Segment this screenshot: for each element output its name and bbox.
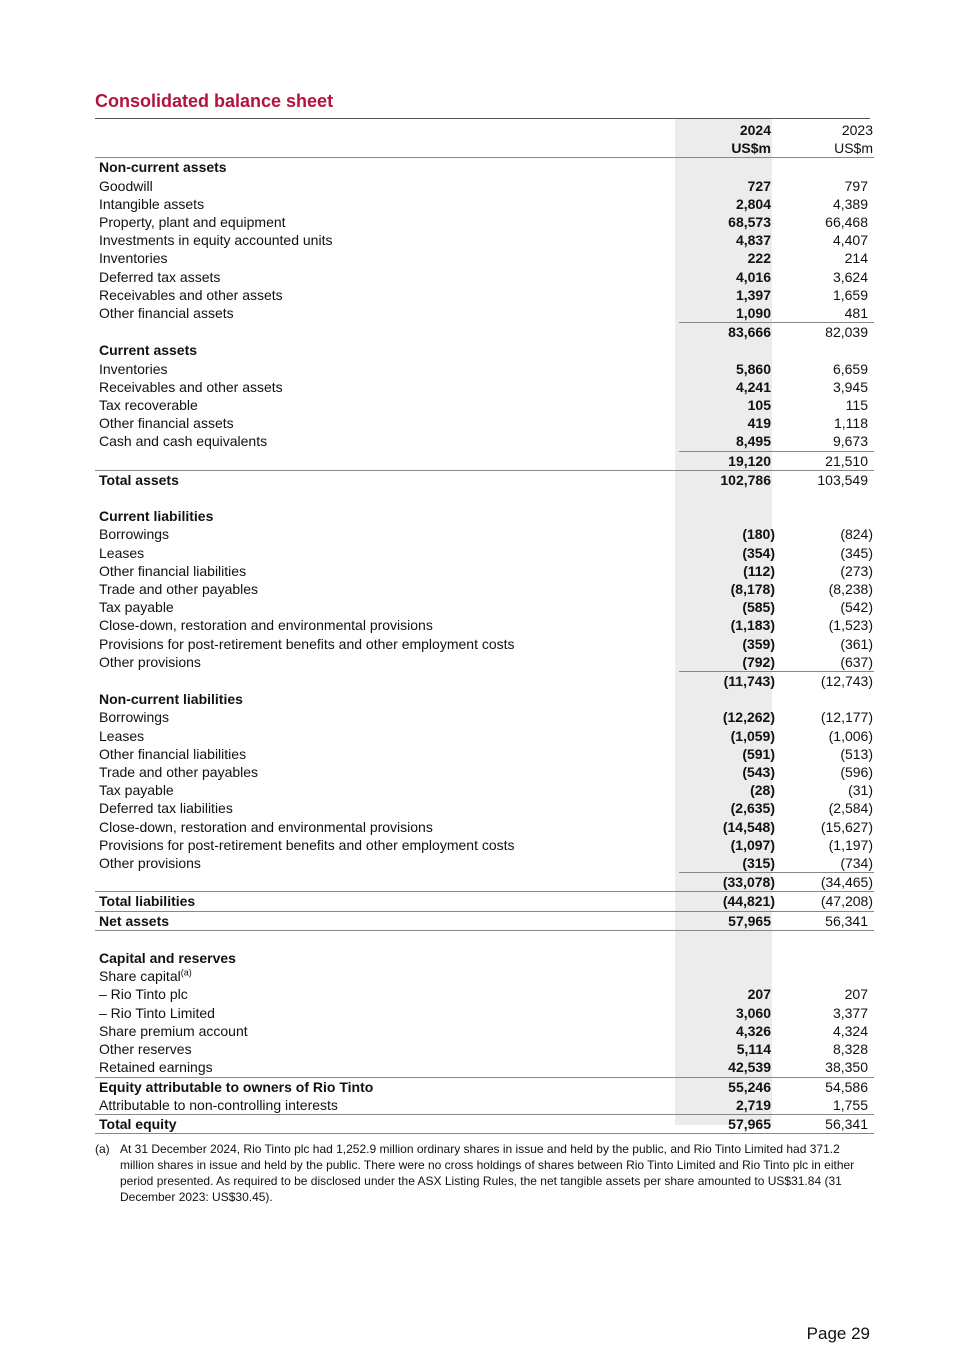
table-row [95, 781, 874, 799]
value-2024: 4,837 [735, 232, 771, 249]
row-label: Trade and other payables [99, 581, 259, 598]
table-row [95, 763, 874, 781]
value-2023: (361) [840, 635, 873, 652]
value-2024: (543) [742, 764, 775, 781]
value-2023: (34,465) [820, 874, 873, 891]
table-row [95, 653, 874, 672]
row-label: Total equity [99, 1115, 177, 1132]
value-2024: 5,860 [735, 360, 771, 377]
row-label: Current liabilities [99, 508, 214, 525]
value-2024: 2,719 [735, 1096, 771, 1113]
value-2024: (315) [742, 855, 775, 872]
table-row [95, 304, 874, 323]
value-2024: 57,965 [728, 1115, 771, 1132]
value-2023: 481 [844, 305, 868, 321]
table-row [95, 158, 874, 177]
row-label: Close-down, restoration and environmental provisions [99, 818, 433, 835]
value-2024: (585) [742, 599, 775, 616]
value-2024: (1,097) [730, 836, 775, 853]
page-title: Consolidated balance sheet [95, 91, 334, 111]
row-label: Inventories [99, 360, 168, 377]
value-2024: (591) [742, 745, 775, 762]
row-label: Trade and other payables [99, 764, 259, 781]
value-2023: 4,389 [832, 195, 868, 212]
value-2024: 3,060 [735, 1004, 771, 1021]
value-2023: 6,659 [832, 360, 868, 377]
value-2024: 4,326 [735, 1022, 771, 1039]
row-label: Other reserves [99, 1041, 192, 1058]
table-row [95, 286, 874, 304]
table-row [95, 396, 874, 414]
value-2024: 55,246 [728, 1078, 771, 1095]
table-row [95, 799, 874, 817]
row-label: Deferred tax assets [99, 268, 221, 285]
table-row [95, 544, 874, 562]
table-row [95, 507, 874, 525]
value-2023: 1,118 [834, 415, 868, 432]
table-row [95, 195, 874, 213]
value-2023: 1,755 [832, 1096, 868, 1113]
column-header-year [95, 121, 874, 139]
table-row [95, 1096, 874, 1115]
row-label: Goodwill [99, 177, 153, 194]
value-2024: 4,016 [735, 268, 771, 285]
value-2023: (31) [848, 782, 873, 799]
column-2024-unit: US$m [731, 140, 771, 157]
value-2023: (542) [840, 599, 873, 616]
table-row [95, 268, 874, 286]
table-row [95, 231, 874, 249]
value-2024: 68,573 [728, 213, 771, 230]
value-2023: 82,039 [825, 324, 868, 341]
value-2024: 727 [747, 177, 771, 194]
table-row [95, 1004, 874, 1022]
value-2023: 66,468 [825, 213, 868, 230]
table-row [95, 708, 874, 726]
value-2024: (112) [743, 562, 775, 579]
row-label: Other financial liabilities [99, 562, 247, 579]
row-label: Non-current liabilities [99, 691, 243, 708]
value-2023: (596) [840, 764, 873, 781]
row-label: Intangible assets [99, 195, 205, 212]
value-2023: 4,324 [832, 1022, 868, 1039]
value-2023: (12,177) [820, 709, 873, 726]
value-2023: (824) [840, 526, 873, 543]
row-label: Tax recoverable [99, 397, 198, 414]
table-row [95, 1022, 874, 1040]
table-row [95, 323, 874, 342]
row-label: Property, plant and equipment [99, 213, 286, 230]
value-2024: 5,114 [736, 1041, 771, 1058]
row-label: Non-current assets [99, 159, 227, 176]
value-2023: 38,350 [825, 1059, 868, 1076]
value-2024: (33,078) [722, 874, 775, 891]
table-row [95, 873, 874, 892]
value-2024: 8,495 [735, 433, 771, 450]
value-2023: 797 [844, 177, 868, 194]
row-label: Borrowings [99, 526, 170, 543]
value-2024: (792) [742, 653, 775, 670]
row-label: Borrowings [99, 709, 170, 726]
table-row [95, 213, 874, 231]
column-2024-year: 2024 [739, 122, 771, 138]
row-label: Other financial assets [99, 305, 234, 321]
value-2023: 56,341 [825, 1115, 868, 1132]
value-2024: 222 [747, 250, 771, 267]
value-2024: (180) [742, 526, 775, 543]
row-label: Total assets [99, 471, 179, 488]
table-row [95, 341, 874, 359]
value-2024: (8,178) [730, 581, 775, 598]
row-label: Total liabilities [99, 893, 196, 910]
value-2023: (273) [840, 562, 873, 579]
table-row [95, 672, 874, 691]
value-2023: (15,627) [820, 818, 873, 835]
value-2023: 214 [844, 250, 868, 267]
table-row [95, 854, 874, 873]
footnote [95, 1141, 870, 1205]
value-2023: 3,945 [832, 378, 868, 395]
value-2023: 56,341 [825, 912, 868, 929]
row-label: Inventories [99, 250, 168, 267]
row-label: Deferred tax liabilities [99, 800, 233, 817]
value-2024: (359) [742, 635, 775, 652]
row-label: Capital and reserves [99, 950, 236, 967]
table-row [95, 562, 874, 580]
row-label: Receivables and other assets [99, 378, 283, 395]
value-2024: 207 [747, 986, 771, 1003]
row-label: Current assets [99, 342, 198, 359]
table-row [95, 892, 874, 911]
row-label: Leases [99, 544, 145, 561]
value-2024: 419 [747, 415, 771, 432]
table-row [95, 911, 874, 930]
value-2024: (14,548) [722, 818, 775, 835]
row-label: Close-down, restoration and environmental provisions [99, 617, 433, 634]
value-2024: 42,539 [728, 1059, 771, 1076]
row-label: Cash and cash equivalents [99, 433, 268, 450]
value-2023: (513) [840, 745, 873, 762]
row-label: Retained earnings [99, 1059, 213, 1076]
value-2023: (1,523) [828, 617, 873, 634]
table-row [95, 616, 874, 634]
table-row [95, 177, 874, 195]
row-label: Equity attributable to owners of Rio Tinto [99, 1078, 374, 1095]
value-2024: (11,743) [723, 673, 775, 690]
value-2023: (345) [840, 544, 873, 561]
value-2024: 57,965 [728, 912, 771, 929]
value-2023: 3,377 [832, 1004, 868, 1021]
table-row [95, 949, 874, 967]
table-row [95, 967, 874, 985]
value-2024: (2,635) [730, 800, 775, 817]
table-row [95, 470, 874, 489]
footnote-text: At 31 December 2024, Rio Tinto plc had 1,252.9 million ordinary shares in issue and held by the public, and Rio Tinto Limited had 371.2 million shares in issue and held by the public. There were no cross holdings of shares between Rio Tinto Limited and Rio Tinto plc in either period presented. As required to be disclosed under the ASX Listing Rules, the net tangible assets per share amounted to US$31.84 (31 December 2023: US$30.45). [120, 1142, 855, 1204]
row-label: Other financial liabilities [99, 745, 247, 762]
column-2023-unit: US$m [834, 140, 873, 157]
value-2024: 105 [747, 397, 771, 414]
value-2024: 2,804 [735, 195, 771, 212]
table-row [95, 985, 874, 1003]
row-label: Tax payable [99, 782, 174, 799]
table-row [95, 525, 874, 543]
table-row [95, 598, 874, 616]
value-2023: (637) [840, 653, 873, 670]
row-label: Share premium account [99, 1022, 248, 1039]
row-label: Attributable to non-controlling interests [99, 1096, 338, 1113]
value-2024: (1,183) [730, 617, 775, 634]
row-label: Other financial assets [99, 415, 234, 432]
value-2023: (1,006) [828, 727, 873, 744]
footnote-mark: (a) [95, 1142, 110, 1156]
table-row [95, 451, 874, 470]
row-label: Net assets [99, 912, 170, 929]
column-2023-year: 2023 [841, 122, 873, 138]
value-2023: 8,328 [832, 1041, 868, 1058]
value-2023: 207 [844, 986, 868, 1003]
table-row [95, 414, 874, 432]
table-row [95, 489, 874, 507]
value-2024: 1,090 [735, 305, 771, 321]
table-row [95, 1058, 874, 1077]
value-2024: 4,241 [735, 378, 771, 395]
table-row [95, 836, 874, 854]
table-row [95, 1077, 874, 1096]
balance-sheet-table [95, 121, 874, 1134]
value-2023: (8,238) [828, 581, 873, 598]
value-2024: (354) [742, 544, 775, 561]
table-row [95, 818, 874, 836]
value-2023: 115 [845, 397, 868, 414]
row-label: – Rio Tinto plc [99, 986, 188, 1003]
table-row [95, 360, 874, 378]
value-2023: 3,624 [832, 268, 868, 285]
value-2024: 19,120 [728, 452, 771, 469]
value-2024: 83,666 [728, 324, 771, 341]
row-label: Other provisions [99, 653, 201, 670]
table-row [95, 930, 874, 949]
value-2024: 1,397 [735, 286, 771, 303]
page-number: Page 29 [806, 1324, 870, 1343]
table-row [95, 249, 874, 267]
value-2024: 102,786 [720, 471, 771, 488]
table-row [95, 745, 874, 763]
value-2024: (1,059) [730, 727, 775, 744]
row-label: Leases [99, 727, 145, 744]
footnote-reference: (a) [180, 967, 192, 978]
row-label: Receivables and other assets [99, 286, 283, 303]
value-2023: 4,407 [832, 232, 868, 249]
table-row [95, 580, 874, 598]
table-row [95, 635, 874, 653]
value-2024: (12,262) [722, 709, 775, 726]
value-2023: 9,673 [832, 433, 868, 450]
row-label: Investments in equity accounted units [99, 232, 333, 249]
table-row [95, 378, 874, 396]
value-2023: (12,743) [820, 673, 873, 690]
value-2023: (47,208) [820, 893, 873, 910]
value-2023: 54,586 [825, 1078, 868, 1095]
row-label: Tax payable [99, 599, 174, 616]
value-2023: (1,197) [828, 836, 873, 853]
table-row [95, 727, 874, 745]
table-row [95, 432, 874, 451]
value-2023: (734) [840, 855, 873, 872]
column-header-unit [95, 139, 874, 158]
row-label: Other provisions [99, 855, 201, 872]
value-2023: 103,549 [817, 471, 868, 488]
table-row [95, 690, 874, 708]
table-row [95, 1040, 874, 1058]
value-2024: (28) [750, 782, 775, 799]
value-2023: (2,584) [828, 800, 873, 817]
row-label: Provisions for post-retirement benefits and other employment costs [99, 836, 515, 853]
value-2023: 1,659 [832, 286, 868, 303]
row-label: – Rio Tinto Limited [99, 1004, 215, 1021]
row-label: Provisions for post-retirement benefits and other employment costs [99, 635, 515, 652]
value-2024: (44,821) [722, 893, 775, 910]
table-row [95, 1114, 874, 1133]
value-2023: 21,510 [825, 452, 868, 469]
row-label: Share capital [99, 968, 181, 985]
